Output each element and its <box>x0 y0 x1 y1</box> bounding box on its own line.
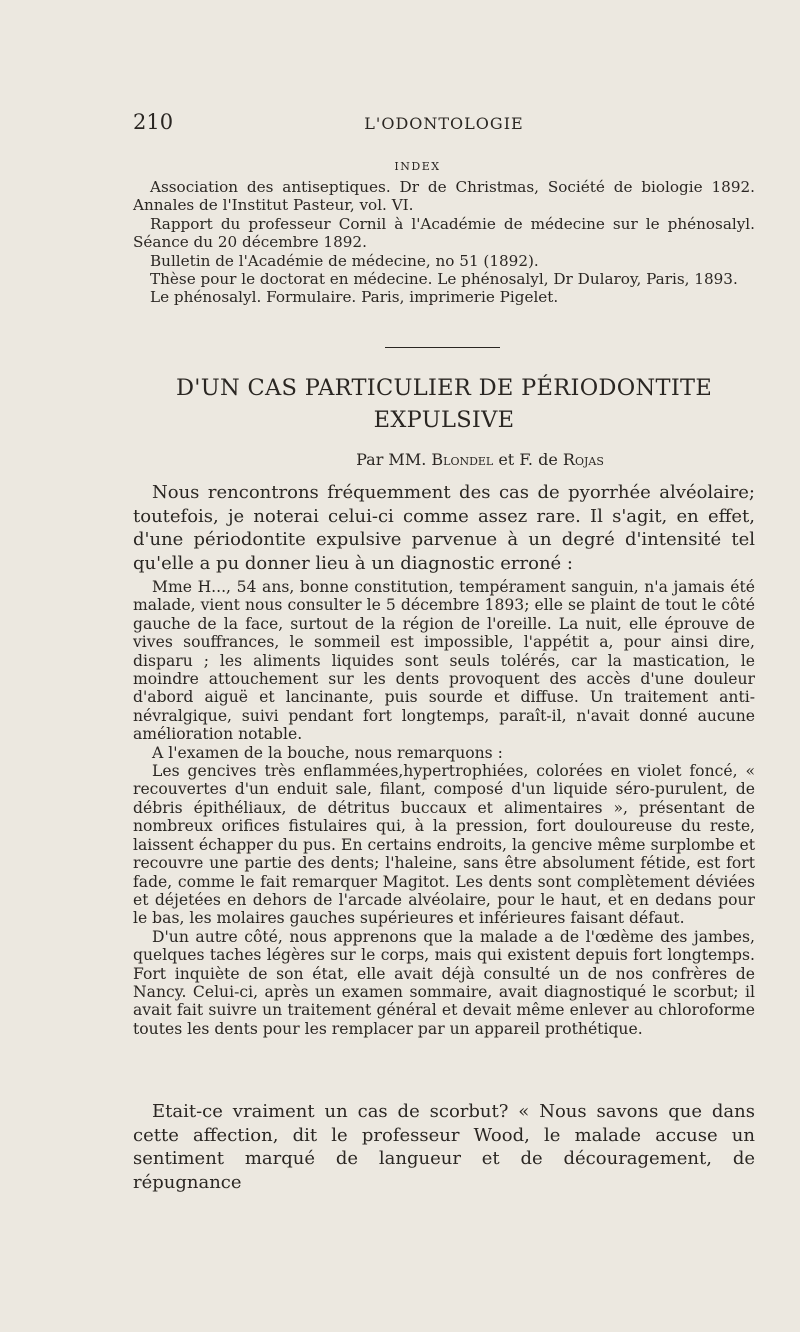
author-name: Rojas <box>562 450 604 469</box>
reference-item: Thèse pour le doctorat en médecine. Le phénosalyl, Dr Dularoy, Paris, 1893. <box>150 270 738 289</box>
paragraph: Etait-ce vraiment un cas de scorbut? « Nous savons que dans cette affection, dit le professeur Wood, le malade accuse un sentiment marqué de langueur et de découragement, de répugnance <box>133 1101 755 1193</box>
reference-item: Le phénosalyl. Formulaire. Paris, imprimerie Pigelet. <box>150 288 559 307</box>
reference-item: Rapport du professeur Cornil à l'Académie de médecine sur le phénosalyl. Séance du 20 décembre 1892. <box>133 214 755 252</box>
reference-item: Association des antiseptiques. Dr de Christmas, Société de biologie 1892. Annales de l'Institut Pasteur, vol. VI. <box>133 178 755 215</box>
article-title <box>133 372 755 436</box>
byline <box>133 450 755 469</box>
paragraph: Mme H..., 54 ans, bonne constitution, tempérament sanguin, n'a jamais été malade, vient nous consulter le 5 décembre 1893; elle se plaint de tout le côté gauche de la face, surtout de la région de l'oreille. La nuit, elle éprouve de vives souffrances, le sommeil est impossible, l'appétit a, pour ainsi dire, disparu ; les aliments liquides sont seuls tolérés, car la mastication, le moindre attouchement sur les dents provoquent des accès d'une douleur d'abord aiguë et lancinante, puis sourde et diffuse. Un traitement anti-névralgique, suivi pendant fort longtemps, paraît-il, n'avait donné aucune amélioration notable. <box>133 578 755 744</box>
index-label: INDEX <box>394 160 441 173</box>
running-header <box>133 110 755 140</box>
case-report-body <box>133 578 755 1038</box>
page-number: 210 <box>133 110 174 134</box>
reference-item: Bulletin de l'Académie de médecine, no 51 (1892). <box>150 251 539 270</box>
paragraph: Les gencives très enflammées,hypertrophiées, colorées en violet foncé, « recouvertes d'un enduit sale, filant, composé d'un liquide séro-purulent, de débris épithéliaux, de détritus buccaux et alimentaires », présentant de nombreux orifices fistulaires qui, à la pression, fort douloureuse du reste, laissent échapper du pus. En certains endroits, la gencive même surplombe et recouvre une partie des dents; l'haleine, sans être absolument fétide, est fort fade, comme le fait remarquer Magitot. Les dents sont complètement déviées et déjetées en dehors de l'arcade alvéolaire, pour le haut, et en dedans pour le bas, les molaires gauches supérieures et inférieures faisant défaut. <box>133 762 755 928</box>
paragraph: A l'examen de la bouche, nous remarquons : <box>152 743 503 762</box>
paragraph: Nous rencontrons fréquemment des cas de pyorrhée alvéolaire; toutefois, je noterai celui-ci comme assez rare. Il s'agit, en effet, d'une périodontite expulsive parvenue à un degré d'intensité tel qu'elle a pu donner lieu à un diagnostic erroné : <box>133 482 755 574</box>
running-title: L'ODONTOLOGIE <box>364 114 524 133</box>
closing-paragraph <box>133 1100 755 1194</box>
section-divider <box>385 347 500 348</box>
reference-list <box>133 178 755 307</box>
article-title-line: D'UN CAS PARTICULIER DE PÉRIODONTITE <box>175 375 713 401</box>
article-title-line: EXPULSIVE <box>373 407 515 433</box>
byline-connector: et F. de <box>498 450 558 469</box>
author-name: Blondel <box>431 450 494 469</box>
intro-paragraph <box>133 481 755 575</box>
byline-prefix: Par MM. <box>356 450 427 469</box>
paragraph: D'un autre côté, nous apprenons que la malade a de l'œdème des jambes, quelques taches légères sur le corps, mais qui existent depuis fort longtemps. Fort inquiète de son état, elle avait déjà consulté un de nos confrères de Nancy. Celui-ci, après un examen sommaire, avait diagnostiqué le scorbut; il avait fait suivre un traitement général et devait même enlever au chloroforme toutes les dents pour les remplacer par un appareil prothétique. <box>133 927 755 1038</box>
